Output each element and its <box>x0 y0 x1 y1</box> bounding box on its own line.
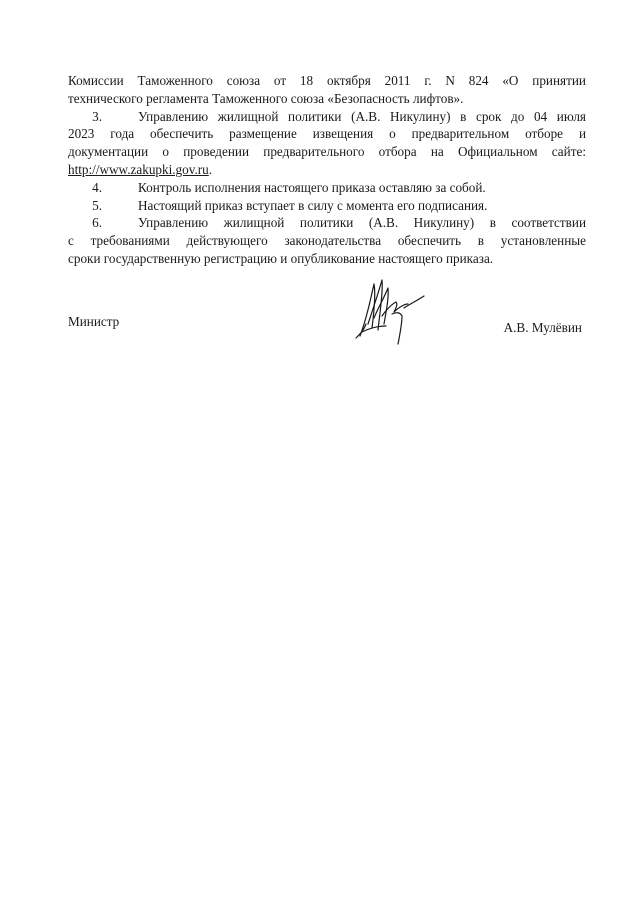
list-item-3 <box>68 108 586 126</box>
url-suffix: . <box>208 161 213 177</box>
document-body <box>68 72 586 268</box>
item-text-line: Контроль исполнения настоящего приказа оставляю за собой. <box>138 179 486 195</box>
intro-line-1: Комиссии Таможенного союза от 18 октября 2011 г. N 824 «О принятии <box>68 73 586 88</box>
item-text-line: Настоящий приказ вступает в силу с момента его подписания. <box>138 197 488 213</box>
signature-block <box>68 312 586 352</box>
list-item-4 <box>68 179 586 197</box>
intro-line-2: технического регламента Таможенного союза «Безопасность лифтов». <box>68 90 464 106</box>
official-site-link[interactable]: http://www.zakupki.gov.ru <box>68 161 209 177</box>
item-number: 6. <box>92 215 102 231</box>
item-text-line: Управлению жилищной политики (А.В. Никулину) в соответствии <box>138 215 586 231</box>
item-3-line-3: документации о проведении предварительного отбора на Официальном сайте: <box>68 144 586 160</box>
item-3-line-2: 2023 года обеспечить размещение извещения о предварительном отборе и <box>68 126 586 142</box>
item-text-line: Управлению жилищной политики (А.В. Никулину) в срок до 04 июля <box>138 108 586 124</box>
item-number: 3. <box>92 108 102 124</box>
list-item-5 <box>68 197 586 215</box>
item-6-line-2: с требованиями действующего законодательства обеспечить в установленные <box>68 233 586 249</box>
signer-role: Министр <box>68 314 120 329</box>
item-6-line-3: сроки государственную регистрацию и опубликование настоящего приказа. <box>68 250 494 266</box>
signer-name: А.В. Мулёвин <box>503 320 582 335</box>
item-3-url-line <box>68 161 586 179</box>
handwritten-signature-icon <box>352 272 442 352</box>
item-number: 5. <box>92 197 102 213</box>
item-number: 4. <box>92 179 102 195</box>
list-item-6 <box>68 214 586 232</box>
